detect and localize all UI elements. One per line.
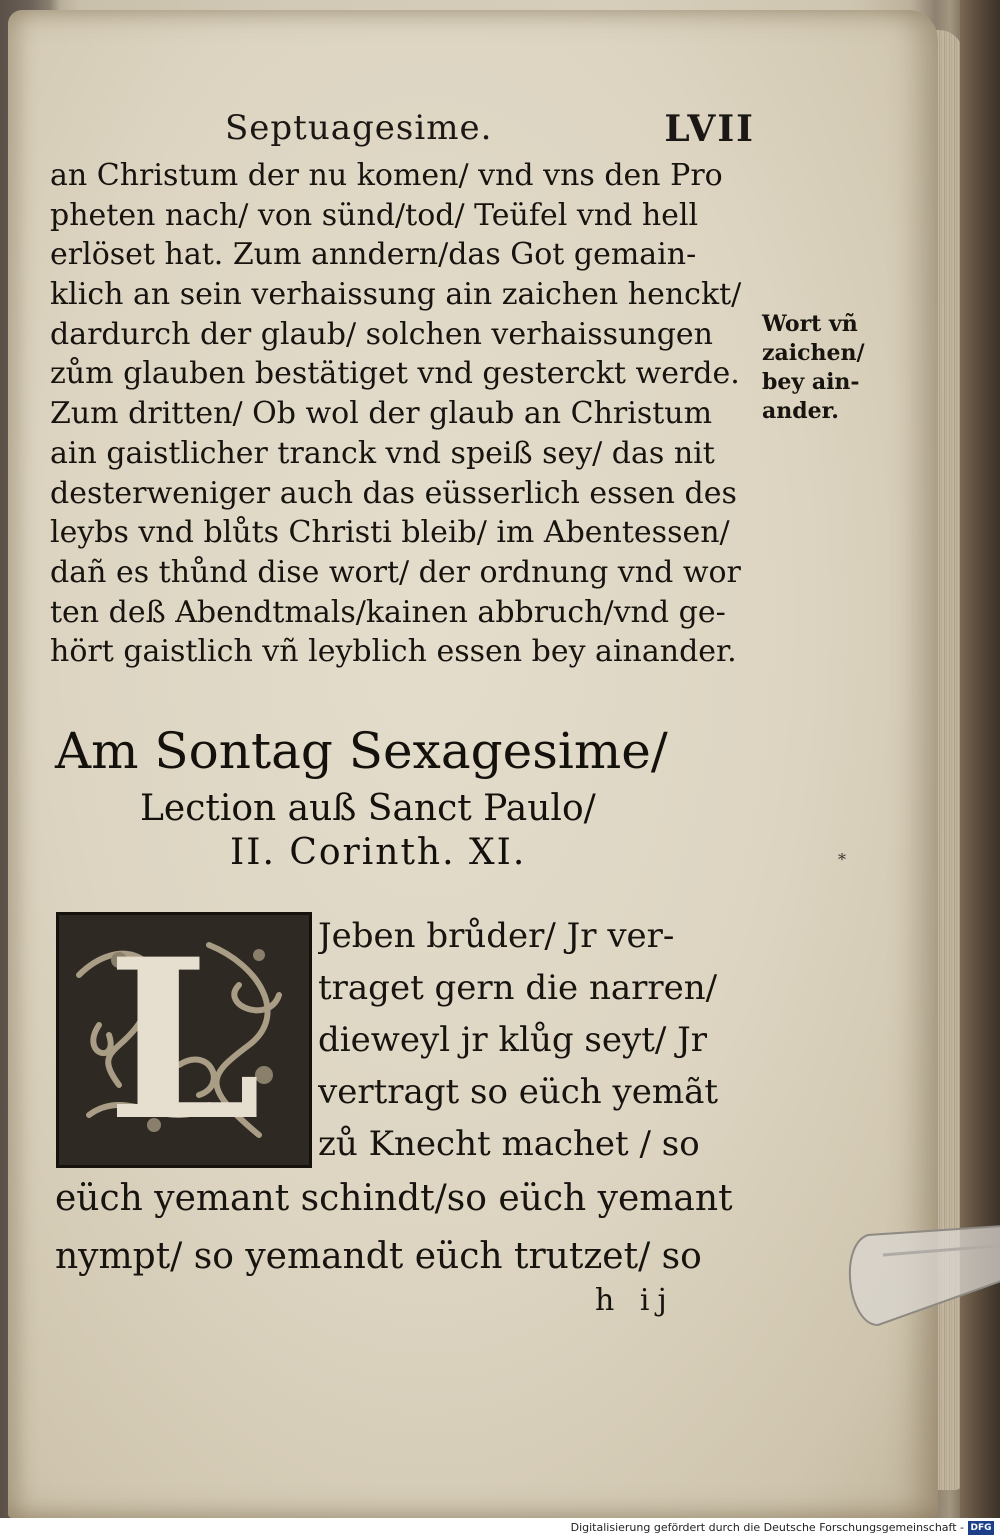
- lesson-line: zů Knecht machet / so: [318, 1124, 700, 1164]
- margin-note-line: bey ain-: [762, 369, 860, 395]
- section-subheading: Lection auß Sanct Paulo/: [140, 788, 596, 829]
- lesson-line: eüch yemant schindt/so eüch yemant: [55, 1178, 733, 1219]
- page-clip-icon: [838, 1215, 1000, 1335]
- margin-note-line: ander.: [762, 398, 839, 424]
- body-line: klich an sein verhaissung ain zaichen henckt/: [50, 277, 742, 313]
- body-line: ten deß Abendtmals/kainen abbruch/vnd ge-: [50, 594, 726, 630]
- lesson-line: Jeben brůder/ Jr ver-: [318, 916, 675, 956]
- folio-number: LVII: [664, 108, 755, 150]
- funding-credit: Digitalisierung gefördert durch die Deutsche Forschungsgemeinschaft -: [570, 1521, 964, 1534]
- signature-mark: h ij: [595, 1283, 675, 1318]
- margin-note-line: zaichen/: [762, 340, 865, 366]
- body-line: desterweniger auch das eüsserlich essen des: [50, 475, 737, 511]
- lesson-line: vertragt so eüch yemãt: [318, 1072, 718, 1112]
- body-line: dañ es thůnd dise wort/ der ordnung vnd wor: [50, 554, 741, 590]
- lesson-line: dieweyl jr klůg seyt/ Jr: [318, 1020, 708, 1060]
- margin-mark: *: [838, 850, 846, 869]
- body-line: Zum dritten/ Ob wol der glaub an Christum: [50, 396, 713, 432]
- body-line: hört gaistlich vñ leyblich essen bey ainander.: [50, 634, 737, 670]
- body-line: dardurch der glaub/ solchen verhaissungen: [50, 316, 713, 352]
- body-text: [50, 156, 755, 672]
- initial-letter: L: [106, 910, 262, 1169]
- lesson-line: nympt/ so yemandt eüch trutzet/ so: [55, 1236, 702, 1277]
- body-line: erlöset hat. Zum anndern/das Got gemain-: [50, 237, 697, 273]
- body-line: ain gaistlicher tranck vnd speiß sey/ das nit: [50, 435, 715, 471]
- page-header: [225, 108, 755, 158]
- body-line: zům glauben bestätiget vnd gesterckt werde.: [50, 356, 740, 392]
- lesson-text-beside-initial: [318, 910, 758, 1170]
- lesson-text: [55, 1170, 760, 1286]
- body-line: an Christum der nu komen/ vnd vns den Pro: [50, 158, 723, 193]
- scripture-reference: II. Corinth. XI.: [230, 832, 527, 873]
- margin-note-line: Wort vñ: [762, 311, 858, 337]
- decorated-initial: [56, 912, 312, 1168]
- body-line: pheten nach/ von sünd/tod/ Teüfel vnd hell: [50, 197, 699, 233]
- dfg-logo: DFG: [968, 1521, 994, 1535]
- lesson-line: traget gern die narren/: [318, 968, 718, 1008]
- body-line: leybs vnd blůts Christi bleib/ im Abentessen/: [50, 515, 730, 551]
- running-title: Septuagesime.: [225, 108, 493, 148]
- section-heading: Am Sontag Sexagesime/: [55, 722, 668, 780]
- margin-note: [762, 310, 892, 426]
